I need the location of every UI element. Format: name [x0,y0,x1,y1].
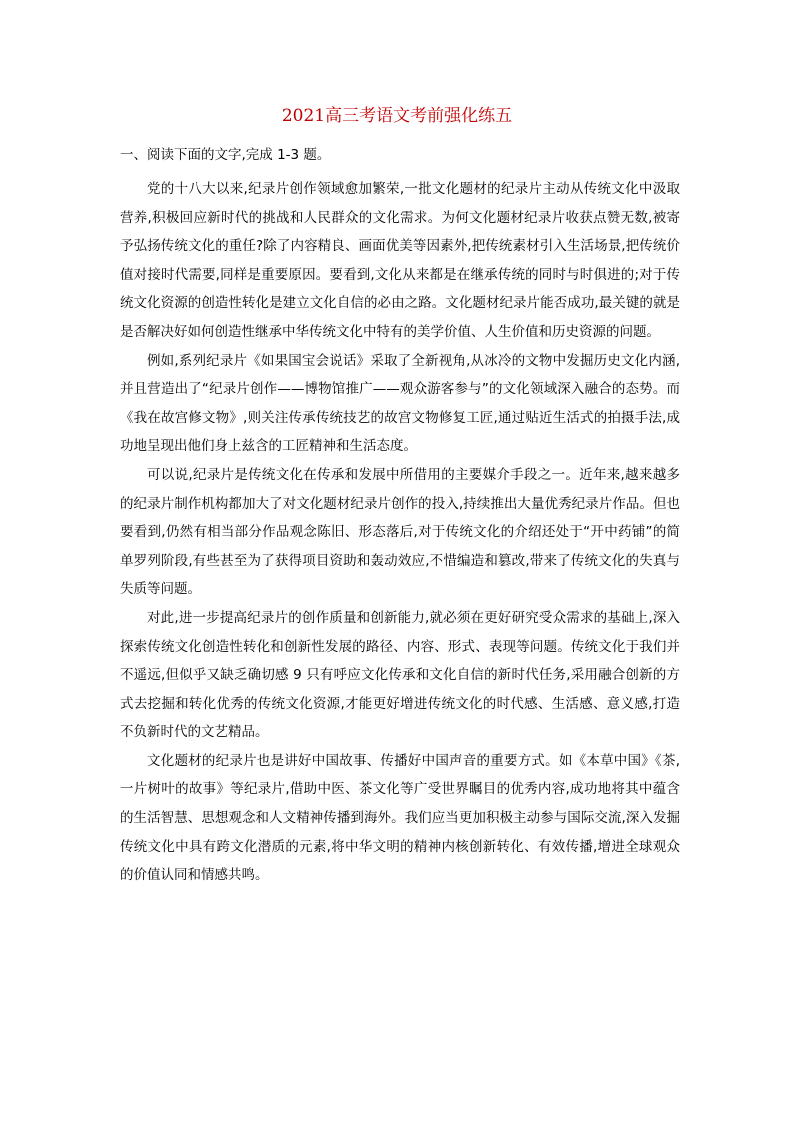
passage-paragraph-1: 党的十八大以来,纪录片创作领域愈加繁荣,一批文化题材的纪录片主动从传统文化中汲取营养,积极回应新时代的挑战和人民群众的文化需求。为何文化题材纪录片收获点赞无数,被寄予弘扬传统文化的重任?除了内容精良、画面优美等因素外,把传统素材引入生活场景,把传统价值对接时代需要,同样是重要原因。要看到,文化从来都是在继承传统的同时与时俱进的;对于传统文化资源的创造性转化是建立文化自信的必由之路。文化题材纪录片能否成功,最关键的就是是否解决好如何创造性继承中华传统文化中特有的美学价值、人生价值和历史资源的问题。 [120,181,680,340]
reading-passage [120,175,680,890]
document-title: 2021高三考语文考前强化练五 [281,106,513,126]
passage-paragraph-2: 例如,系列纪录片《如果国宝会说话》采取了全新视角,从冰冷的文物中发掘历史文化内涵,并且营造出了“纪录片创作——博物馆推广——观众游客参与”的文化领域深入融合的态势。而《我在故宫修文物》,则关注传承传统技艺的故宫文物修复工匠,通过贴近生活式的拍摄手法,成功地呈现出他们身上兹含的工匠精神和生活态度。 [120,352,680,455]
passage-paragraph-5: 文化题材的纪录片也是讲好中国故事、传播好中国声音的重要方式。如《本草中国》《茶,一片树叶的故事》等纪录片,借助中医、茶文化等广受世界瞩目的优秀内容,成功地将其中蕴含的生活智慧、思想观念和人文精神传播到海外。我们应当更加积极主动参与国际交流,深入发掘传统文化中具有跨文化潜质的元素,将中华文明的精神内核创新转化、有效传播,增进全球观众的价值认同和情感共鸣。 [120,752,680,884]
passage-paragraph-3: 可以说,纪录片是传统文化在传承和发展中所借用的主要媒介手段之一。近年来,越来越多的纪录片制作机构都加大了对文化题材纪录片创作的投入,持续推出大量优秀纪录片作品。但也要看到,仍然有相当部分作品观念陈旧、形态落后,对于传统文化的介绍还处于“开中药铺”的简单罗列阶段,有些甚至为了获得项目资助和轰动效应,不惜编造和篡改,带来了传统文化的失真与失质等问题。 [120,466,680,598]
question-instruction: 一、阅读下面的文字,完成 1-3 题。 [120,147,331,163]
passage-paragraph-4: 对此,进一步提高纪录片的创作质量和创新能力,就必须在更好研究受众需求的基础上,深入探索传统文化创造性转化和创新性发展的路径、内容、形式、表现等问题。传统文化于我们并不遥远,但似乎又缺乏确切感 9 只有呼应文化传承和文化自信的新时代任务,采用融合创新的方式去挖掘和转化优秀的传统文化资源,才能更好增进传统文化的时代感、生活感、意义感,打造不负新时代的文艺精品。 [120,609,680,741]
